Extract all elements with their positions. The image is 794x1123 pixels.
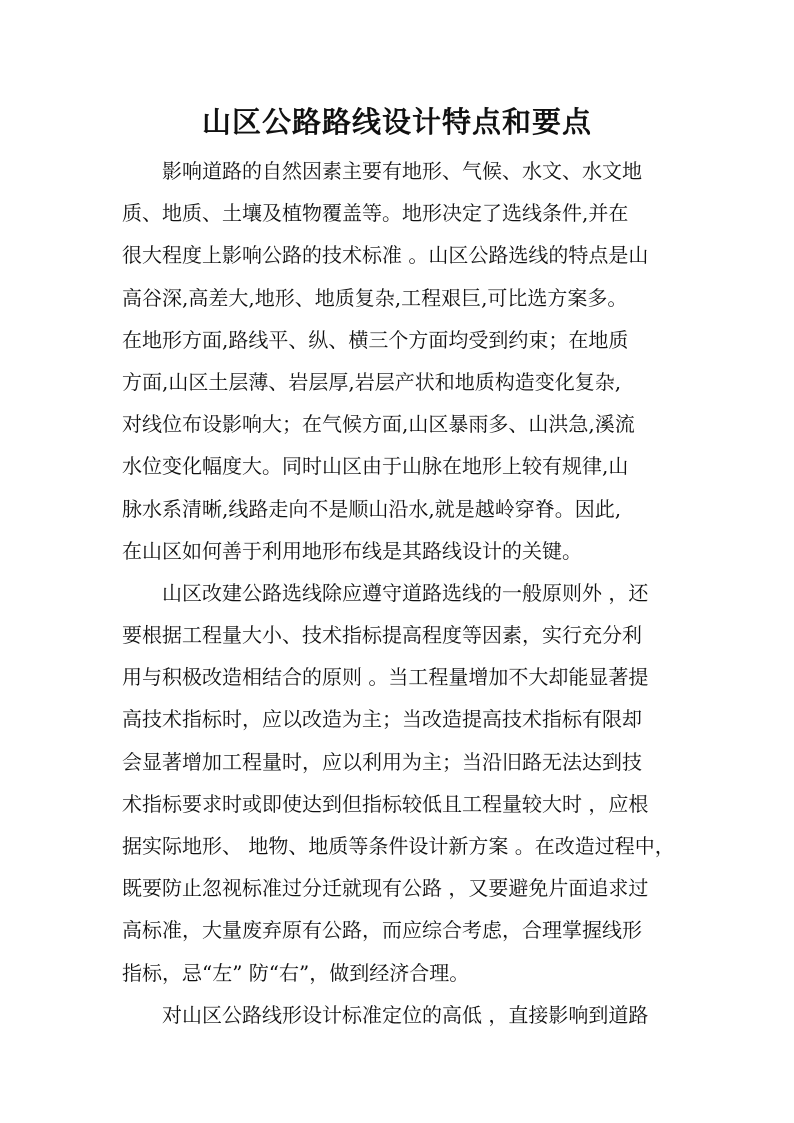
text-line: 在地形方面,路线平、纵、横三个方面均受到约束；在地质 (122, 327, 629, 352)
text-line: 要根据工程量大小、技术指标提高程度等因素，实行充分利 (122, 623, 642, 648)
text-line: 影响道路的自然因素主要有地形、气候、水文、水文地 (162, 159, 642, 183)
text-line: 高标准，大量废弃原有公路，而应综合考虑，合理掌握线形 (122, 918, 642, 943)
text-line: 据实际地形、 地物、地质等条件设计新方案 。在改造过程中， (122, 834, 675, 858)
text-line: 方面,山区土层薄、岩层厚,岩层产状和地质构造变化复杂, (122, 369, 622, 394)
text-line: 脉水系清晰,线路走向不是顺山沿水,就是越岭穿脊。因此, (122, 496, 622, 521)
paragraph-route-reconstruction (122, 572, 682, 994)
text-line: 既要防止忽视标准过分迁就现有公路 ，又要避免片面追求过 (122, 876, 649, 901)
text-line: 山区改建公路选线除应遵守道路选线的一般原则外 ，还 (162, 580, 649, 605)
text-line: 用与积极改造相结合的原则 。当工程量增加不大却能显著提 (122, 665, 649, 690)
text-line: 质、地质、土壤及植物覆盖等。地形决定了选线条件,并在 (122, 201, 629, 226)
text-line: 会显著增加工程量时，应以利用为主；当沿旧路无法达到技 (122, 749, 642, 774)
text-line: 水位变化幅度大。同时山区由于山脉在地形上较有规律,山 (122, 454, 629, 479)
text-line: 高技术指标时，应以改造为主；当改造提高技术指标有限却 (122, 707, 642, 732)
text-line: 在山区如何善于利用地形布线是其路线设计的关键。 (122, 538, 582, 563)
text-line: 高谷深,高差大,地形、地质复杂,工程艰巨,可比选方案多。 (122, 285, 628, 310)
text-line: 很大程度上影响公路的技术标准 。山区公路选线的特点是山 (122, 243, 649, 268)
page-title: 山区公路路线设计特点和要点 (201, 105, 592, 139)
document-body (122, 150, 682, 1036)
paragraph-natural-factors (122, 150, 682, 572)
text-line: 对山区公路线形设计标准定位的高低 ，直接影响到道路 (162, 1002, 649, 1027)
text-line: 对线位布设影响大；在气候方面,山区暴雨多、山洪急,溪流 (122, 412, 635, 437)
text-line: 指标，忌“左” 防“右”，做到经济合理。 (122, 960, 470, 985)
text-line: 术指标要求时或即使达到但指标较低且工程量较大时 ，应根 (122, 791, 649, 816)
paragraph-design-standard (122, 994, 682, 1036)
